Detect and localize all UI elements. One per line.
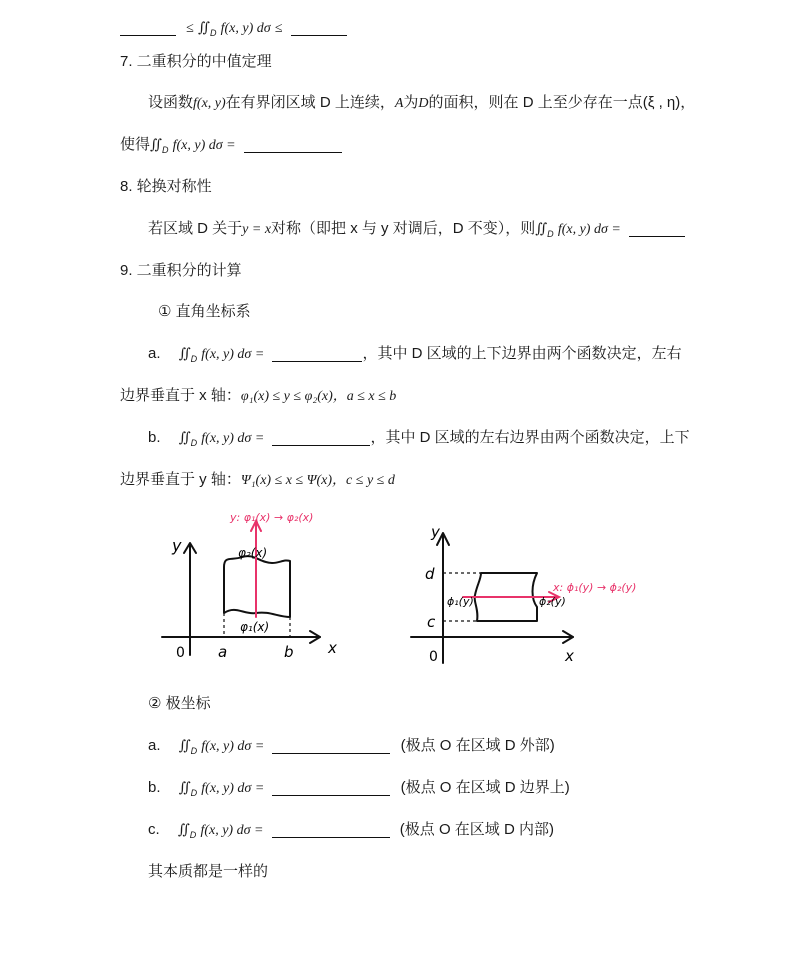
integral-domain: D [161,145,169,155]
answer-blank [272,347,362,362]
cartesian-b-bounds [120,470,395,491]
integral-domain: D [190,438,198,448]
subheading-polar: ② 极坐标 [148,695,211,712]
area-A: A [394,96,404,111]
figure-left-type-x [160,505,340,670]
s7-formula [120,135,342,160]
double-integral-symbol: ∬ [178,346,191,362]
integral-domain: D [189,830,197,840]
function-f: f(x, y) [193,96,226,111]
integrand: f(x, y) dσ = [201,781,265,796]
d-label: d [425,565,435,583]
integral-domain: D [190,788,198,798]
psi2-label: ϕ₂(y) [539,595,566,608]
double-integral-symbol: ∬ [178,430,191,446]
item-label: a. [148,345,161,362]
answer-blank [291,21,347,36]
integrand: f(x, y) dσ = [172,138,236,153]
answer-blank [244,138,342,153]
text: 在有界闭区域 D 上连续， [225,94,395,111]
origin-label: 0 [176,645,185,661]
polar-note: (极点 O 在区域 D 内部) [399,821,554,838]
polar-note: (极点 O 在区域 D 边界上) [400,779,570,796]
integrand: f(x, y) dσ = [557,222,621,237]
polar-b [148,778,570,803]
line-y-eq-x: y = x [242,222,272,237]
cartesian-a-bounds [120,386,396,407]
text: 边界垂直于 y 轴： [120,471,241,488]
le-symbol: ≤ [274,21,283,36]
double-integral-symbol: ∬ [178,738,191,754]
b-label: b [284,643,294,661]
item-label: a. [148,737,161,754]
double-integral-symbol: ∬ [150,137,162,153]
bounds-expression: Ψ₁(x) ≤ x ≤ Ψ(x)，c ≤ y ≤ d [240,473,395,488]
phi1-label: φ₁(x) [240,620,270,634]
answer-blank [272,739,390,754]
integrand: f(x, y) dσ = [200,823,264,838]
top-inequality [120,18,347,43]
text: 使得 [120,136,151,153]
double-integral-symbol: ∬ [178,780,191,796]
integral-domain: D [209,28,217,38]
double-integral-symbol: ∬ [535,221,548,237]
subheading-cartesian: ① 直角坐标系 [158,303,251,320]
integrand: f(x, y) dσ = [201,431,265,446]
region-D: D [418,96,429,111]
section-9-heading: 9. 二重积分的计算 [120,262,242,279]
item-label: b. [148,429,161,446]
text: 设函数 [148,94,194,111]
section-7-heading: 7. 二重积分的中值定理 [120,53,272,70]
closing-remark: 其本质都是一样的 [148,863,269,880]
item-label: c. [148,821,160,838]
text: 边界垂直于 x 轴： [120,387,241,404]
polar-c [148,820,554,845]
s7-statement [148,93,695,114]
s8-statement [148,219,685,244]
x-axis-label: x [565,647,574,665]
text: ，其中 D 区域的上下边界由两个函数决定，左右 [362,345,682,362]
c-label: c [427,613,436,631]
answer-blank [272,823,390,838]
item-label: b. [148,779,161,796]
cartesian-a [148,344,682,369]
answer-blank [629,222,685,237]
text: 若区域 D 关于 [148,220,243,237]
double-integral-symbol: ∬ [177,822,190,838]
integration-direction-annotation: y: φ₁(x) → φ₂(x) [230,511,314,524]
text: ，其中 D 区域的左右边界由两个函数决定，上下 [370,429,690,446]
integral-domain: D [190,746,198,756]
y-axis-label: y [172,536,182,555]
figure-right-type-y [405,515,640,675]
bounds-expression: φ₁(x) ≤ y ≤ φ₂(x)，a ≤ x ≤ b [240,389,397,404]
text: 对称（即把 x 与 y 对调后，D 不变），则 [271,220,536,237]
text: 为 [403,94,419,111]
double-integral-symbol: ∬ [198,20,210,36]
answer-blank [272,431,370,446]
le-symbol: ≤ [186,21,194,36]
cartesian-b [148,428,690,453]
integrand: f(x, y) dσ [220,21,271,36]
answer-blank [272,781,390,796]
polar-note: (极点 O 在区域 D 外部) [400,737,555,754]
a-label: a [218,643,228,661]
text: 的面积，则在 D 上至少存在一点(ξ , η)， [428,94,696,111]
origin-label: 0 [429,649,438,665]
section-8-heading: 8. 轮换对称性 [120,178,212,195]
integration-direction-annotation: x: ϕ₁(y) → ϕ₂(y) [553,581,637,594]
integrand: f(x, y) dσ = [201,347,265,362]
integral-domain: D [547,229,554,239]
phi2-label: φ₂(x) [238,546,268,560]
polar-a [148,736,555,761]
answer-blank [120,21,176,36]
integrand: f(x, y) dσ = [201,739,265,754]
y-axis-label: y [431,523,440,541]
integral-domain: D [190,354,198,364]
psi1-label: ϕ₁(y) [447,595,474,608]
x-axis-label: x [328,639,337,657]
